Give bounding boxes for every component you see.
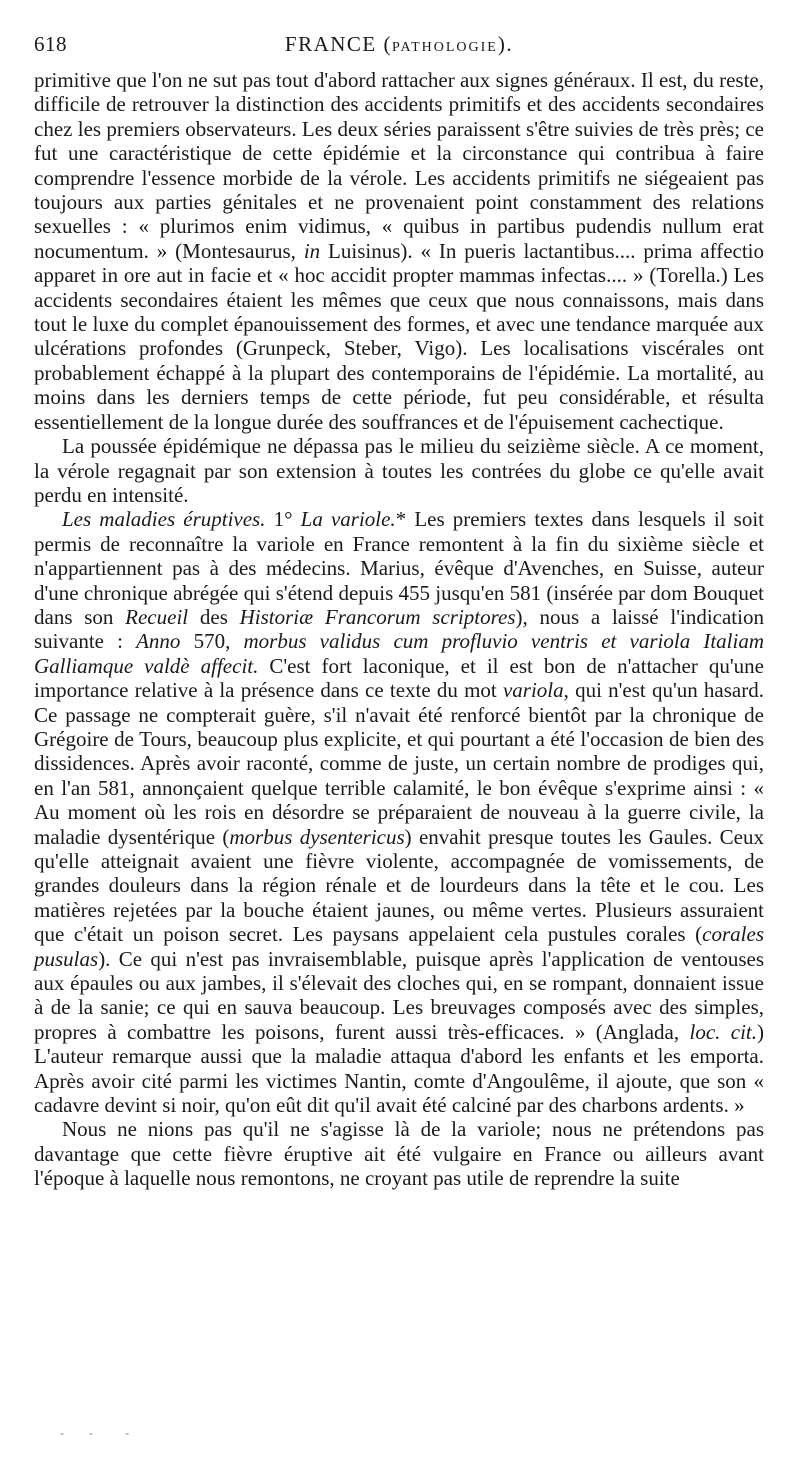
- running-title-end: ).: [497, 32, 514, 56]
- italic-text: Recueil: [125, 604, 189, 629]
- page-number: 618: [34, 32, 67, 56]
- footer-mark: - - -: [60, 1426, 133, 1440]
- italic-text: variola: [502, 678, 564, 703]
- text-run: des: [188, 604, 240, 629]
- text-run: primitive que l'on ne sut pas tout d'abord rattacher aux signes généraux. Il est, du reste, difficile de retrouver la distinction des accidents primitifs et des accidents secondaires chez les premiers observateurs. Les deux séries paraissent s'être suivies de très près; ce fut une caractéristique de cette épidémie et la circonstance qui contribua à faire comprendre l'essence morbide de la vérole. Les accidents primitifs ne siégeaient pas toujours aux parties génitales et ne provenaient point constamment des relations sexuelles : « plurimos enim vidimus, « quibus in partibus pudendis nullum erat nocumentum. » (Montesaurus,: [34, 68, 764, 263]
- italic-text: corales pusulas: [34, 922, 764, 971]
- paragraph: [34, 1117, 764, 1190]
- text-run: , qui n'est qu'un hasard. Ce passage ne compterait guère, s'il n'avait été renforcé bientôt par la chronique de Grégoire de Tours, beaucoup plus explicite, et qui pourtant a été l'occasion de bien des dissidences. Après avoir raconté, comme de juste, un certain nombre de prodiges qui, en l'an 581, annonçaient quelque terrible calamité, le bon évêque s'exprime ainsi : « Au moment où les rois en désordre se préparaient de nouveau à la guerre civile, la maladie dysentérique (: [34, 678, 764, 849]
- italic-text: Les maladies éruptives.: [62, 507, 266, 532]
- running-title: [34, 32, 764, 57]
- body-text: [34, 68, 764, 1191]
- text-run: 570,: [180, 629, 244, 654]
- italic-text: Anno: [136, 629, 181, 654]
- running-title-main: FRANCE (: [284, 32, 393, 56]
- text-run: ). Ce qui n'est pas invraisemblable, puisque après l'application de ventouses aux épaules ou aux jambes, il s'élevait des cloches qui, en se rompant, donnaient issue à de la sanie; ce qui en sauva beaucoup. Les breuvages composés avec des simples, propres à combattre les poisons, furent aussi très-efficaces. » (Anglada,: [34, 946, 764, 1044]
- italic-text: loc. cit.: [689, 1019, 757, 1044]
- text-run: ), nous a laissé l'indication suivante :: [34, 604, 764, 654]
- text-run: La poussée épidémique ne dépassa pas le milieu du seizième siècle. A ce moment, la vérole regagnait par son extension à toutes les contrées du globe ce qu'elle avait perdu en intensité.: [34, 434, 764, 507]
- paragraph: [34, 507, 764, 1117]
- text-run: * Les premiers textes dans lesquels il soit permis de reconnaître la variole en France remontent à la fin du sixième siècle et n'appartiennent pas à des médecins. Marius, évêque d'Avenches, en Suisse, auteur d'une chronique abrégée qui s'étend depuis 455 jusqu'en 581 (insérée par dom Bouquet dans son: [34, 507, 764, 629]
- text-run: Luisinus). « In pueris lactantibus.... prima affectio apparet in ore aut in facie et « hoc accidit propter mammas infectas.... » (Torella.) Les accidents secondaires étaient les mêmes que ceux que nous connaissons, mais dans tout le luxe du complet épanouissement des formes, et avec une tendance marquée aux ulcérations profondes (Grunpeck, Steber, Vigo). Les localisations viscérales ont probablement échappé à la plupart des contemporains de l'épidémie. La mortalité, au moins dans les derniers temps de cette période, fut peu considérable, et résulta essentiellement de la longue durée des souffrances et de l'épuisement cachectique.: [34, 238, 765, 434]
- text-run: ) envahit presque toutes les Gaules. Ceux qu'elle atteignait avaient une fièvre violente, accompagnée de vomissements, de grandes douleurs dans la région rénale et de lourdeurs dans la tête et le cou. Les matières rejetées par la bouche étaient jaunes, ou même vertes. Plusieurs assuraient que c'était un poison secret. Les paysans appelaient cela pustules corales (: [34, 824, 764, 947]
- italic-text: La variole.: [300, 507, 396, 532]
- paragraph: [34, 68, 764, 434]
- italic-text: in: [303, 238, 321, 263]
- text-run: Nous ne nions pas qu'il ne s'agisse là de la variole; nous ne prétendons pas davantage que cette fièvre éruptive ait été vulgaire en France ou ailleurs avant l'époque à laquelle nous remontons, ne croyant pas utile de reprendre la suite: [34, 1117, 764, 1191]
- text-run: ) L'auteur remarque aussi que la maladie attaqua d'abord les enfants et les emporta. Après avoir cité parmi les victimes Nantin, comte d'Angoulême, il ajoute, que son « cadavre devint si noir, qu'on eût dit qu'il avait été calciné par des charbons ardents. »: [34, 1019, 764, 1118]
- running-title-subject: PATHOLOGIE: [392, 40, 498, 55]
- italic-text: morbus dysentericus: [229, 824, 405, 849]
- paragraph: [34, 434, 764, 507]
- running-header: [34, 26, 764, 68]
- italic-text: Historiæ Francorum scriptores: [239, 604, 516, 629]
- text-run: 1°: [265, 507, 301, 532]
- italic-text: morbus validus cum profluvio ventris et variola Italiam Galliamque valdè affecit.: [34, 629, 764, 678]
- text-run: C'est fort laconique, et il est bon de n'attacher qu'une importance relative à la présence dans ce texte du mot: [34, 653, 764, 703]
